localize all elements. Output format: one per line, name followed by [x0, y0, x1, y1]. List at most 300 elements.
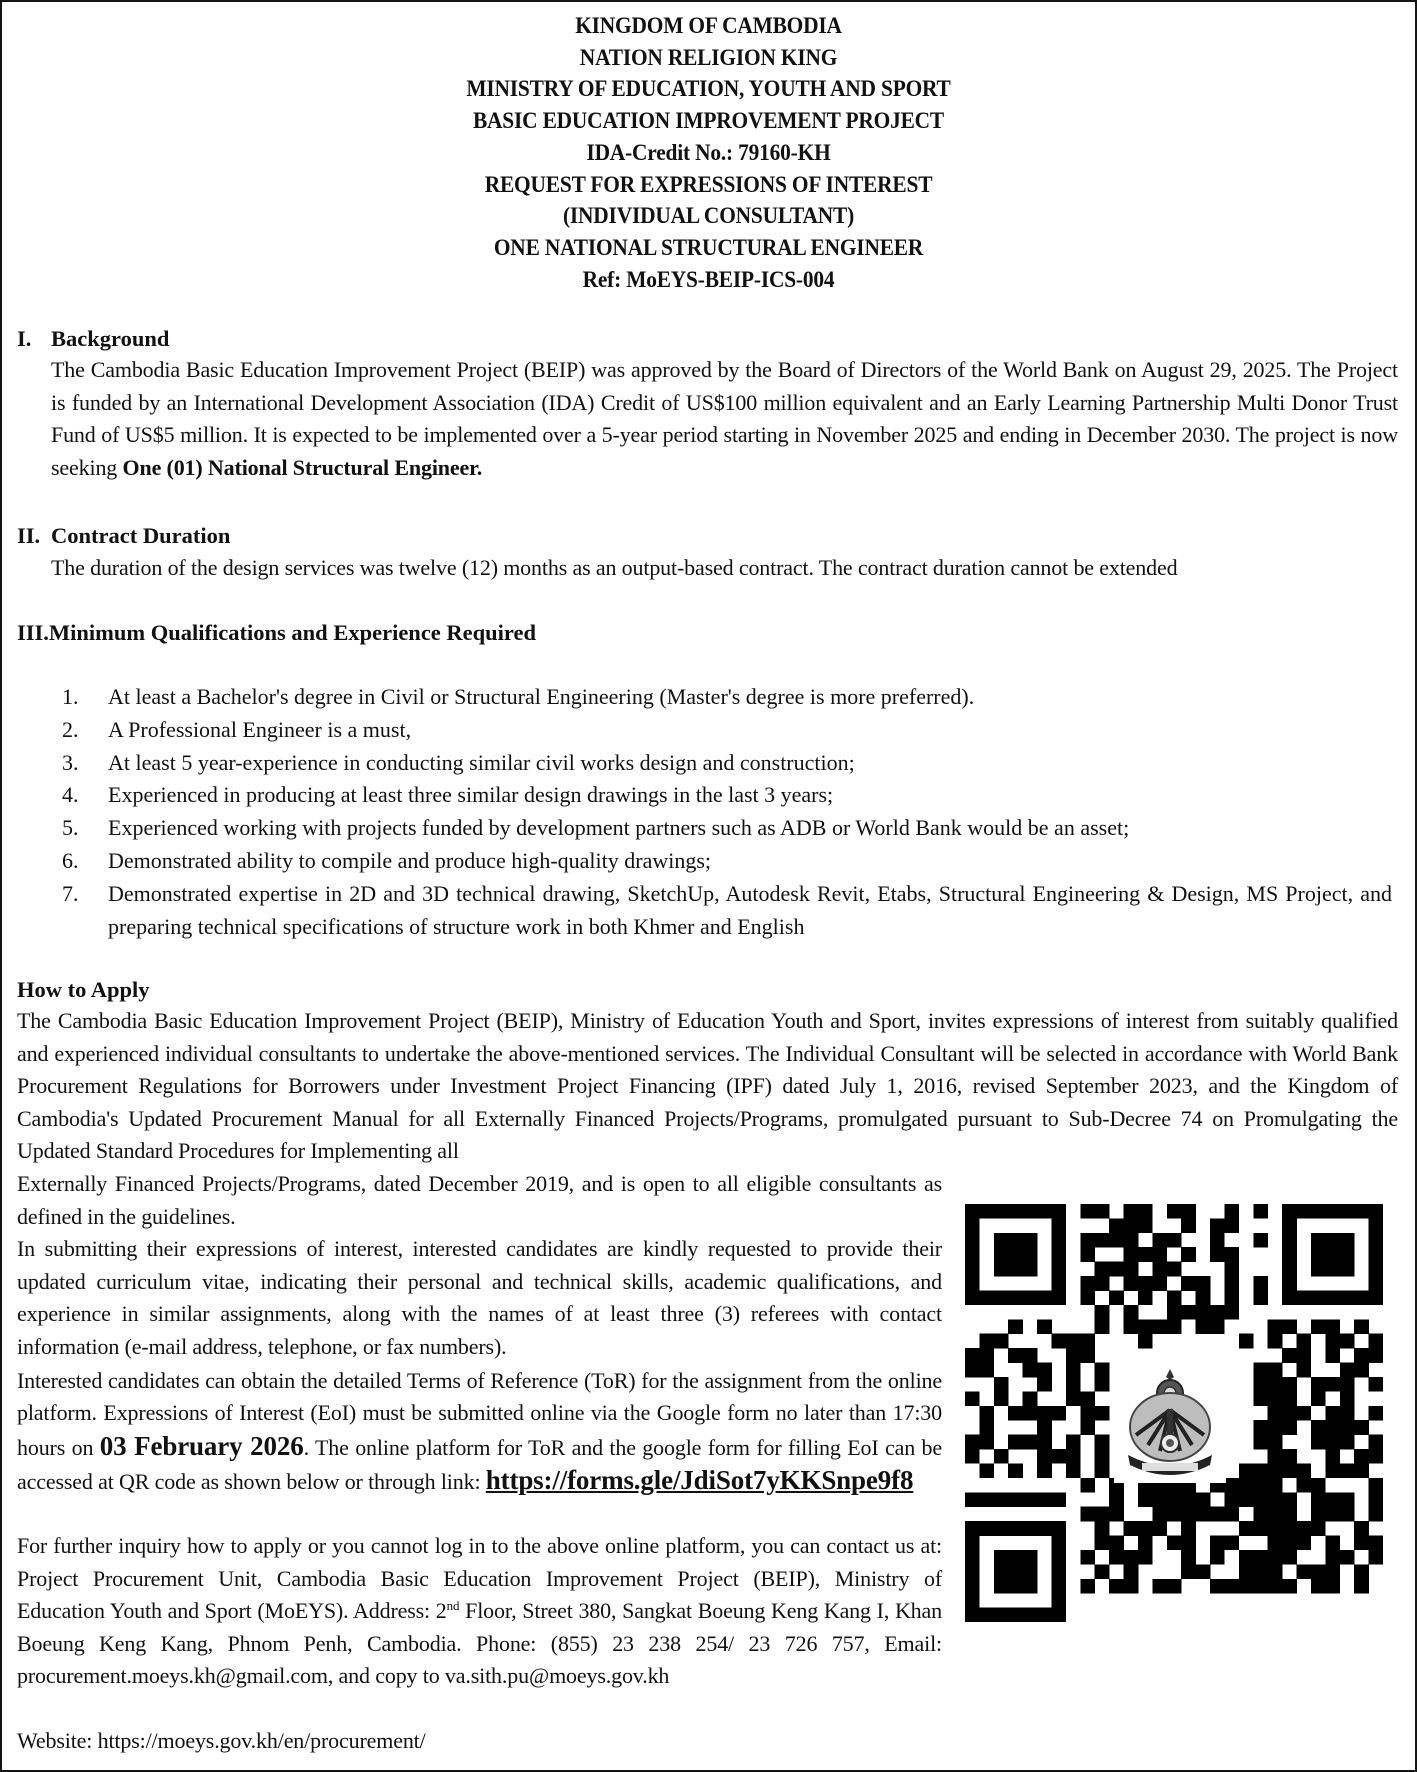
qr-module — [1268, 1507, 1283, 1522]
qr-finder-module — [1008, 1290, 1023, 1305]
qr-module — [1268, 1377, 1283, 1392]
qr-finder-module — [994, 1204, 1009, 1219]
qr-finder-module — [1008, 1579, 1023, 1594]
item-number: 2. — [62, 716, 79, 742]
qr-module — [1369, 1435, 1383, 1450]
qr-module — [1152, 1247, 1167, 1262]
qr-module — [1008, 1492, 1023, 1507]
qr-module — [1138, 1521, 1153, 1536]
qr-module — [1167, 1507, 1182, 1522]
procurement-email-link[interactable]: procurement.moeys.kh@gmail.com — [17, 1663, 328, 1689]
qr-finder-module — [1325, 1233, 1340, 1248]
qr-module — [1354, 1579, 1369, 1594]
qr-module — [1340, 1550, 1355, 1565]
qr-finder-module — [1340, 1233, 1355, 1248]
qr-finder-module — [965, 1233, 980, 1248]
qr-module — [1196, 1492, 1211, 1507]
qr-module — [1008, 1435, 1023, 1450]
qr-module — [1095, 1564, 1110, 1579]
qr-module — [1181, 1276, 1196, 1291]
qr-module — [1354, 1348, 1369, 1363]
qr-finder-module — [1311, 1247, 1326, 1262]
qualifications-list — [62, 681, 1392, 943]
qr-finder-module — [1340, 1247, 1355, 1262]
qr-module — [1253, 1463, 1268, 1478]
qr-module — [1282, 1348, 1297, 1363]
qr-finder-module — [1037, 1521, 1052, 1536]
qr-module — [1152, 1492, 1167, 1507]
qr-finder-module — [1051, 1550, 1066, 1565]
qr-module — [1095, 1363, 1110, 1378]
qr-module — [1138, 1247, 1153, 1262]
qr-module — [1253, 1204, 1268, 1219]
qr-module — [1109, 1507, 1124, 1522]
moeys-emblem-icon — [1114, 1365, 1226, 1483]
qr-finder-module — [1008, 1521, 1023, 1536]
qr-module — [1282, 1536, 1297, 1551]
qualification-item — [62, 779, 1392, 812]
qr-finder-module — [965, 1536, 980, 1551]
qr-module — [994, 1449, 1009, 1464]
qr-finder-module — [1282, 1204, 1297, 1219]
qr-module — [1253, 1276, 1268, 1291]
background-text: The Cambodia Basic Education Improvement Project (BEIP) was approved by the Board of Directors of the World Bank on August 29, 2025. The Project is funded by an International Development Association (IDA) Credit of US$100 million equivalent and an Early Learning Partnership Multi Donor Trust Fund of US$5 million. It is expected to be implemented over a 5-year period starting in November 2025 and ending in December 2030. The project is now seeking — [51, 357, 1398, 480]
qr-module — [1268, 1334, 1283, 1349]
qr-module — [1268, 1449, 1283, 1464]
qr-module — [1268, 1492, 1283, 1507]
qr-module — [1325, 1536, 1340, 1551]
qr-finder-module — [1037, 1204, 1052, 1219]
qr-module — [1354, 1564, 1369, 1579]
qr-module — [1268, 1420, 1283, 1435]
qr-module — [1325, 1507, 1340, 1522]
qr-module — [1210, 1233, 1225, 1248]
qr-module — [1253, 1521, 1268, 1536]
qr-module — [1109, 1492, 1124, 1507]
qr-module — [1369, 1536, 1383, 1551]
qr-module — [1325, 1463, 1340, 1478]
qr-module — [1138, 1290, 1153, 1305]
qr-module — [1354, 1420, 1369, 1435]
qr-module — [1210, 1507, 1225, 1522]
qr-module — [1080, 1290, 1095, 1305]
qr-module — [979, 1492, 994, 1507]
qr-finder-module — [979, 1608, 994, 1622]
qr-module — [1095, 1276, 1110, 1291]
qr-module — [1369, 1406, 1383, 1421]
qr-finder-module — [1369, 1262, 1383, 1277]
qr-module — [1210, 1536, 1225, 1551]
qr-module — [1109, 1579, 1124, 1594]
qr-module — [1181, 1550, 1196, 1565]
qr-finder-module — [994, 1521, 1009, 1536]
qr-module — [1124, 1521, 1139, 1536]
qr-finder-module — [1051, 1233, 1066, 1248]
item-number: 6. — [62, 847, 79, 873]
qr-module — [1253, 1435, 1268, 1450]
qr-module — [1325, 1420, 1340, 1435]
item-number: 7. — [62, 880, 79, 906]
qr-finder-module — [1282, 1218, 1297, 1233]
qr-module — [1369, 1492, 1383, 1507]
qualification-item — [62, 812, 1392, 845]
qr-module — [1325, 1449, 1340, 1464]
document-header — [2, 10, 1415, 295]
qr-finder-module — [1023, 1247, 1038, 1262]
qr-module — [1196, 1507, 1211, 1522]
qr-finder-module — [994, 1579, 1009, 1594]
background-position-highlight: One (01) National Structural Engineer. — [122, 454, 483, 480]
qr-module — [1109, 1262, 1124, 1277]
qr-module — [1354, 1521, 1369, 1536]
qr-finder-module — [1051, 1579, 1066, 1594]
qr-module — [1325, 1334, 1340, 1349]
qr-module — [979, 1420, 994, 1435]
qr-finder-module — [994, 1247, 1009, 1262]
qr-module — [1023, 1391, 1038, 1406]
qr-module — [1340, 1420, 1355, 1435]
apply-paragraph-1-continued: Externally Financed Projects/Programs, dated December 2019, and is open to all eligible consultants as defined in the guidelines. — [17, 1171, 942, 1229]
qr-module — [1224, 1478, 1239, 1493]
qr-finder-module — [1008, 1233, 1023, 1248]
qr-module — [1268, 1564, 1283, 1579]
qr-finder-module — [1354, 1290, 1369, 1305]
qr-module — [1325, 1319, 1340, 1334]
qr-finder-module — [1369, 1247, 1383, 1262]
section-number: I. — [17, 326, 32, 351]
qr-module — [979, 1406, 994, 1421]
qr-module — [1253, 1290, 1268, 1305]
section-title: Minimum Qualifications and Experience Required — [48, 620, 537, 645]
header-line-ministry: MINISTRY OF EDUCATION, YOUTH AND SPORT — [466, 76, 951, 102]
website-line — [17, 1725, 942, 1758]
qr-finder-module — [994, 1564, 1009, 1579]
qr-module — [1282, 1550, 1297, 1565]
qr-module — [1253, 1478, 1268, 1493]
qr-finder-module — [1282, 1262, 1297, 1277]
qr-finder-module — [1023, 1262, 1038, 1277]
qr-module — [1080, 1478, 1095, 1493]
qr-finder-module — [965, 1204, 980, 1219]
section-heading-qualifications — [17, 618, 536, 648]
qr-finder-module — [1023, 1290, 1038, 1305]
qr-finder-module — [1354, 1204, 1369, 1219]
qr-finder-module — [1023, 1550, 1038, 1565]
qr-module — [994, 1492, 1009, 1507]
qr-module — [1253, 1391, 1268, 1406]
qr-module — [1023, 1435, 1038, 1450]
qr-module — [1282, 1420, 1297, 1435]
copy-to-text: , and copy to — [327, 1663, 445, 1689]
qr-module — [1152, 1579, 1167, 1594]
qr-module — [1354, 1363, 1369, 1378]
qr-finder-module — [1023, 1204, 1038, 1219]
qr-module — [1167, 1305, 1182, 1320]
qr-module — [1066, 1449, 1081, 1464]
qr-module — [1210, 1550, 1225, 1565]
qr-module — [1152, 1319, 1167, 1334]
qr-module — [1282, 1377, 1297, 1392]
qr-finder-module — [1051, 1290, 1066, 1305]
qr-finder-module — [1051, 1204, 1066, 1219]
qr-module — [1124, 1204, 1139, 1219]
qr-module — [1023, 1363, 1038, 1378]
header-line-motto: NATION RELIGION KING — [579, 44, 838, 70]
qr-module — [1354, 1319, 1369, 1334]
qr-module — [1095, 1406, 1110, 1421]
qr-module — [1124, 1319, 1139, 1334]
qr-module — [1369, 1348, 1383, 1363]
qr-module — [1095, 1463, 1110, 1478]
qr-module — [1095, 1204, 1110, 1219]
qr-finder-module — [1023, 1579, 1038, 1594]
qr-module — [965, 1363, 980, 1378]
qr-module — [1253, 1363, 1268, 1378]
qr-module — [1311, 1420, 1326, 1435]
qr-module — [1095, 1319, 1110, 1334]
qr-module — [1095, 1305, 1110, 1320]
qr-module — [1239, 1334, 1254, 1349]
qr-finder-module — [1369, 1218, 1383, 1233]
background-paragraph — [51, 354, 1398, 484]
qr-finder-module — [965, 1218, 980, 1233]
qr-finder-module — [1282, 1276, 1297, 1291]
qualification-item — [62, 681, 1392, 714]
qr-module — [1196, 1305, 1211, 1320]
qr-finder-module — [1051, 1218, 1066, 1233]
qr-module — [1282, 1449, 1297, 1464]
qr-module — [1297, 1564, 1312, 1579]
qr-module — [1066, 1363, 1081, 1378]
qr-module — [979, 1463, 994, 1478]
apply-paragraph-3 — [17, 1365, 942, 1499]
qr-module — [1369, 1334, 1383, 1349]
qr-module — [1297, 1463, 1312, 1478]
qr-module — [1311, 1377, 1326, 1392]
qr-finder-module — [1051, 1608, 1066, 1622]
qr-module — [1167, 1579, 1182, 1594]
qr-finder-module — [994, 1290, 1009, 1305]
qr-module — [1152, 1276, 1167, 1291]
qr-finder-module — [1369, 1290, 1383, 1305]
qr-module — [1066, 1348, 1081, 1363]
qr-module — [1354, 1449, 1369, 1464]
qr-module — [1037, 1449, 1052, 1464]
qr-module — [1282, 1492, 1297, 1507]
qr-module — [1023, 1492, 1038, 1507]
qr-finder-module — [979, 1290, 994, 1305]
qr-module — [1080, 1507, 1095, 1522]
qr-module — [1224, 1218, 1239, 1233]
qr-module — [1340, 1363, 1355, 1378]
qr-module — [1340, 1391, 1355, 1406]
qr-finder-module — [965, 1550, 980, 1565]
qr-module — [1311, 1579, 1326, 1594]
qr-finder-module — [1325, 1290, 1340, 1305]
qr-module — [1181, 1492, 1196, 1507]
qr-finder-module — [979, 1204, 994, 1219]
qr-finder-module — [1311, 1290, 1326, 1305]
qr-finder-module — [994, 1608, 1009, 1622]
qr-finder-module — [1008, 1247, 1023, 1262]
qr-module — [1325, 1348, 1340, 1363]
qualification-item — [62, 845, 1392, 878]
qr-module — [1008, 1406, 1023, 1421]
qr-finder-module — [1023, 1608, 1038, 1622]
qr-module — [1311, 1391, 1326, 1406]
qr-module — [1325, 1435, 1340, 1450]
header-line-kingdom: KINGDOM OF CAMBODIA — [575, 13, 842, 38]
qr-module — [1080, 1247, 1095, 1262]
qr-module — [1152, 1521, 1167, 1536]
qr-module — [1181, 1218, 1196, 1233]
submission-deadline: 03 February 2026 — [99, 1430, 304, 1461]
qr-module — [1297, 1536, 1312, 1551]
qr-module — [1196, 1564, 1211, 1579]
qr-module — [994, 1334, 1009, 1349]
qr-module — [1210, 1218, 1225, 1233]
qr-finder-module — [1311, 1262, 1326, 1277]
qr-finder-module — [1311, 1233, 1326, 1248]
qr-module — [1325, 1564, 1340, 1579]
ordinal-suffix: nd — [446, 1598, 460, 1614]
qr-finder-module — [1023, 1521, 1038, 1536]
qr-module — [1023, 1406, 1038, 1421]
qr-module — [1080, 1334, 1095, 1349]
qr-module — [1297, 1521, 1312, 1536]
qr-module — [1051, 1449, 1066, 1464]
qr-module — [1340, 1492, 1355, 1507]
qr-module — [1138, 1276, 1153, 1291]
qr-module — [979, 1435, 994, 1450]
tor-instructions-text: Interested candidates can obtain the detailed Terms of Reference (ToR) for the assignment from the online platform. Expressions of Interest (EoI) must be submitted online via the Google form no later than 17:30 hours on — [17, 1368, 942, 1460]
qr-module — [1369, 1377, 1383, 1392]
qr-module — [1268, 1406, 1283, 1421]
qr-module — [1354, 1463, 1369, 1478]
qualification-item — [62, 878, 1392, 944]
apply-paragraph-2: In submitting their expressions of interest, interested candidates are kindly requested to provide their updated curriculum vitae, indicating their personal and technical skills, academic qualifications, and experience in similar assignments, along with the names of at least three (3) referees with contact information (e-mail address, telephone, or fax numbers). — [17, 1236, 942, 1359]
qr-finder-module — [965, 1564, 980, 1579]
qr-module — [994, 1391, 1009, 1406]
qr-finder-module — [965, 1593, 980, 1608]
qr-module — [1037, 1492, 1052, 1507]
qr-module — [1051, 1334, 1066, 1349]
qr-module — [965, 1391, 980, 1406]
qr-module — [1080, 1420, 1095, 1435]
qr-module — [1325, 1579, 1340, 1594]
item-number: 3. — [62, 749, 79, 775]
qr-module — [1080, 1233, 1095, 1248]
section-heading-contract-duration — [17, 521, 230, 551]
qr-finder-module — [1051, 1536, 1066, 1551]
header-line-reference: Ref: MoEYS-BEIP-ICS-004 — [582, 266, 835, 292]
qr-module — [1253, 1550, 1268, 1565]
qr-module — [1311, 1507, 1326, 1522]
qr-module — [1268, 1319, 1283, 1334]
qr-finder-module — [1369, 1276, 1383, 1291]
qr-module — [1239, 1579, 1254, 1594]
qr-module — [1340, 1406, 1355, 1421]
qr-module — [1138, 1218, 1153, 1233]
qr-finder-module — [1051, 1593, 1066, 1608]
qr-module — [1210, 1579, 1225, 1594]
qr-module — [1325, 1377, 1340, 1392]
qr-module — [1181, 1507, 1196, 1522]
qr-module — [1253, 1377, 1268, 1392]
qr-module — [1311, 1521, 1326, 1536]
qr-module — [1311, 1478, 1326, 1493]
contract-duration-paragraph: The duration of the design services was twelve (12) months as an output-based contract. The contract duration cannot be extended — [51, 555, 1178, 580]
qr-module — [1008, 1463, 1023, 1478]
qr-module — [1037, 1377, 1052, 1392]
item-text: Experienced in producing at least three similar design drawings in the last 3 years; — [108, 782, 834, 808]
qr-module — [1095, 1536, 1110, 1551]
header-line-position: ONE NATIONAL STRUCTURAL ENGINEER — [493, 234, 924, 260]
qr-module — [1340, 1435, 1355, 1450]
qr-module — [1080, 1406, 1095, 1421]
qr-module — [1037, 1435, 1052, 1450]
section-heading-how-to-apply: How to Apply — [17, 977, 150, 1002]
qr-module — [1095, 1233, 1110, 1248]
qr-module — [1340, 1377, 1355, 1392]
qr-module — [1138, 1550, 1153, 1565]
google-form-link[interactable]: https://forms.gle/JdiSot7yKKSnpe9f8 — [485, 1465, 914, 1496]
qr-module — [1080, 1579, 1095, 1594]
item-number: 1. — [62, 684, 79, 709]
qr-module — [1138, 1334, 1153, 1349]
qr-module — [1268, 1550, 1283, 1565]
qr-module — [1268, 1579, 1283, 1594]
qr-finder-module — [965, 1262, 980, 1277]
qr-module — [1239, 1463, 1254, 1478]
qr-finder-module — [1037, 1290, 1052, 1305]
qr-module — [965, 1348, 980, 1363]
qr-module — [1124, 1247, 1139, 1262]
qr-finder-module — [1297, 1204, 1312, 1219]
qr-module — [1239, 1478, 1254, 1493]
qr-finder-module — [965, 1579, 980, 1594]
qr-module — [1109, 1550, 1124, 1565]
qr-module — [1037, 1319, 1052, 1334]
apply-paragraph-1-wide: The Cambodia Basic Education Improvement Project (BEIP), Ministry of Education Youth and Sport, invites expressions of interest from suitably qualified and experienced individual consultants to undertake the above-mentioned services. The Individual Consultant will be selected in accordance with World Bank Procurement Regulations for Borrowers under Investment Project Financing (IPF) dated July 1, 2016, revised September 2023, and the Kingdom of Cambodia's Updated Procurement Manual for all Externally Financed Projects/Programs, promulgated pursuant to Sub-Decree 74 on Promulgating the Updated Standard Procedures for Implementing all — [17, 1008, 1398, 1164]
qr-module — [1297, 1478, 1312, 1493]
qr-module — [1311, 1435, 1326, 1450]
qr-module — [1181, 1204, 1196, 1219]
qr-module — [1268, 1435, 1283, 1450]
qr-module — [1196, 1319, 1211, 1334]
qr-module — [1282, 1579, 1297, 1594]
qr-module — [1167, 1290, 1182, 1305]
qr-module — [965, 1435, 980, 1450]
qr-module — [1325, 1406, 1340, 1421]
qr-module — [1253, 1492, 1268, 1507]
copy-email-link[interactable]: va.sith.pu@moeys.gov.kh — [444, 1663, 670, 1689]
item-text: At least a Bachelor's degree in Civil or Structural Engineering (Master's degree is more preferred). — [108, 684, 975, 709]
qr-module — [1095, 1507, 1110, 1522]
website-link[interactable]: https://moeys.gov.kh/en/procurement/ — [97, 1728, 426, 1753]
qr-module — [1224, 1492, 1239, 1507]
qr-module — [1181, 1536, 1196, 1551]
qr-finder-module — [994, 1262, 1009, 1277]
qr-module — [1066, 1463, 1081, 1478]
qr-module — [1138, 1319, 1153, 1334]
section-number: II. — [17, 523, 41, 548]
header-line-project: BASIC EDUCATION IMPROVEMENT PROJECT — [472, 108, 945, 134]
qr-module — [1297, 1363, 1312, 1378]
qr-finder-module — [965, 1276, 980, 1291]
qr-module — [1181, 1247, 1196, 1262]
qr-finder-module — [1008, 1564, 1023, 1579]
